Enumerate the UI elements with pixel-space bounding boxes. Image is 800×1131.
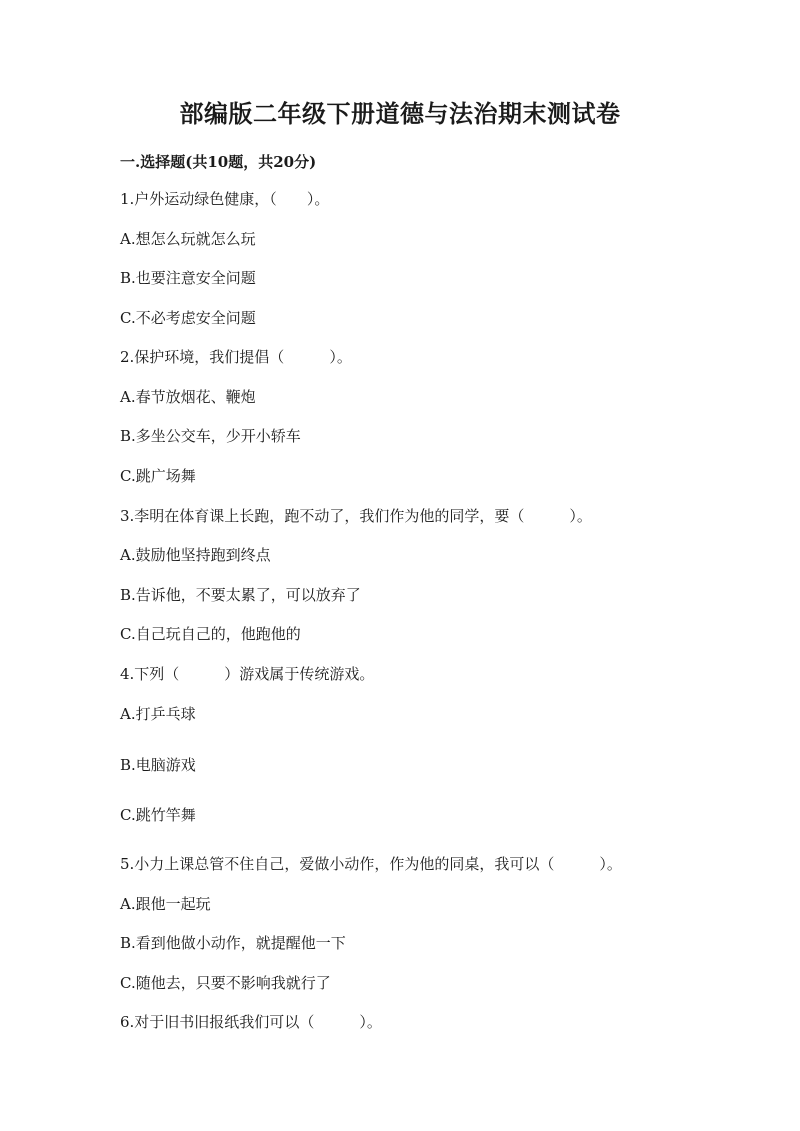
question-4-option-c: C.跳竹竿舞 xyxy=(120,806,196,824)
question-3-stem: 3.李明在体育课上长跑，跑不动了，我们作为他的同学，要（ ）。 xyxy=(120,507,592,525)
question-5-stem: 5.小力上课总管不住自己，爱做小动作，作为他的同桌，我可以（ ）。 xyxy=(120,855,622,873)
question-2-option-b: B.多坐公交车，少开小轿车 xyxy=(120,427,301,445)
question-3-option-c: C.自己玩自己的，他跑他的 xyxy=(120,625,301,643)
page-title: 部编版二年级下册道德与法治期末测试卷 xyxy=(179,99,621,128)
question-2-option-c: C.跳广场舞 xyxy=(120,467,196,485)
question-3-option-b: B.告诉他，不要太累了，可以放弃了 xyxy=(120,586,361,604)
question-4-stem: 4.下列（ ）游戏属于传统游戏。 xyxy=(120,665,375,683)
question-5-option-c: C.随他去，只要不影响我就行了 xyxy=(120,974,331,992)
question-5-option-b: B.看到他做小动作，就提醒他一下 xyxy=(120,934,346,952)
section-heading: 一.选择题(共10题，共20分) xyxy=(120,153,317,171)
question-1-option-a: A.想怎么玩就怎么玩 xyxy=(120,230,256,248)
question-2-stem: 2.保护环境，我们提倡（ ）。 xyxy=(120,348,352,366)
question-1-stem: 1.户外运动绿色健康，（ ）。 xyxy=(120,190,330,208)
question-4-option-a: A.打乒乓球 xyxy=(120,705,196,723)
question-1-option-b: B.也要注意安全问题 xyxy=(120,269,256,287)
question-2-option-a: A.春节放烟花、鞭炮 xyxy=(120,388,256,406)
question-6-stem: 6.对于旧书旧报纸我们可以（ ）。 xyxy=(120,1013,382,1031)
question-3-option-a: A.鼓励他坚持跑到终点 xyxy=(120,546,271,564)
question-5-option-a: A.跟他一起玩 xyxy=(120,895,211,913)
question-4-option-b: B.电脑游戏 xyxy=(120,756,196,774)
question-1-option-c: C.不必考虑安全问题 xyxy=(120,309,256,327)
